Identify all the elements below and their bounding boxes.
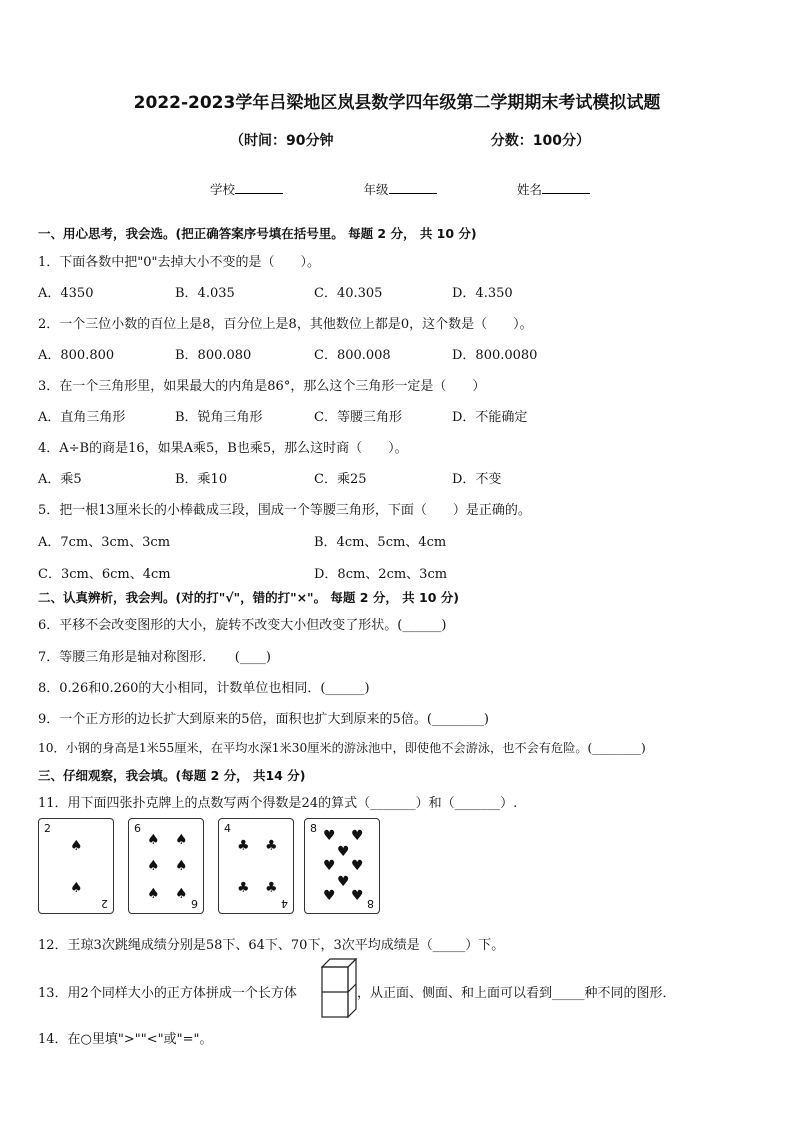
- option-a[interactable]: A．800.800: [38, 348, 115, 363]
- grade-field[interactable]: 年级: [363, 180, 436, 198]
- option-b[interactable]: B．800.080: [175, 348, 252, 363]
- option-b[interactable]: B．4cm、5cm、4cm: [314, 535, 447, 550]
- question-13-part-2: ，从正面、侧面、和上面可以看到_____种不同的图形．: [357, 986, 676, 1001]
- option-b[interactable]: B．乘10: [175, 472, 228, 487]
- option-d[interactable]: D．不变: [452, 472, 502, 487]
- section-3-heading: 三、仔细观察，我会填。(每题 2 分， 共14 分): [38, 768, 306, 783]
- question-1: 1．下面各数中把"0"去掉大小不变的是（ ）。: [38, 255, 321, 270]
- time-label: （时间：90分钟: [230, 133, 334, 149]
- playing-card-6-spades: 6 ♠ ♠ ♠ ♠ ♠ ♠ 6: [128, 818, 204, 914]
- cuboid-figure-icon: [321, 958, 357, 1018]
- option-d[interactable]: D．8cm、2cm、3cm: [314, 567, 448, 582]
- school-field[interactable]: 学校: [210, 180, 283, 198]
- option-c[interactable]: C．800.008: [314, 348, 391, 363]
- option-d[interactable]: D．4.350: [452, 286, 513, 301]
- option-c[interactable]: C．3cm、6cm、4cm: [38, 567, 171, 582]
- score-label: 分数：100分）: [490, 133, 590, 149]
- option-a[interactable]: A．7cm、3cm、3cm: [38, 535, 171, 550]
- question-7: 7．等腰三角形是轴对称图形． (____): [38, 650, 271, 665]
- playing-card-2-spades: 2 ♠ ♠ 2: [38, 818, 114, 914]
- question-3: 3．在一个三角形里，如果最大的内角是86°，那么这个三角形一定是（ ）: [38, 379, 486, 394]
- option-b[interactable]: B．4.035: [175, 286, 235, 301]
- option-a[interactable]: A．直角三角形: [38, 410, 126, 425]
- option-d[interactable]: D．800.0080: [452, 348, 538, 363]
- exam-info: [230, 130, 590, 150]
- page-title: 2022-2023学年吕梁地区岚县数学四年级第二学期期末考试模拟试题: [133, 93, 661, 113]
- option-d[interactable]: D．不能确定: [452, 410, 528, 425]
- option-c[interactable]: C．乘25: [314, 472, 367, 487]
- question-11: 11．用下面四张扑克牌上的点数写两个得数是24的算式（_______）和（_______）.: [38, 796, 518, 811]
- playing-card-8-hearts: 8 ♥ ♥ ♥ ♥ ♥ ♥ ♥ ♥ 8: [304, 818, 380, 914]
- question-5: 5．把一根13厘米长的小棒截成三段，围成一个等腰三角形，下面（ ）是正确的。: [38, 503, 531, 518]
- question-9: 9．一个正方形的边长扩大到原来的5倍，面积也扩大到原来的5倍。(________): [38, 712, 489, 727]
- section-2-heading: 二、认真辨析，我会判。(对的打"√"，错的打"×"。 每题 2 分， 共 10 分): [38, 590, 459, 605]
- option-c[interactable]: C．等腰三角形: [314, 410, 402, 425]
- option-a[interactable]: A．4350: [38, 286, 94, 301]
- student-fields: [210, 180, 590, 198]
- question-14: 14．在○里填">""<"或"="。: [38, 1032, 213, 1047]
- section-1-heading: 一、用心思考，我会选。(把正确答案序号填在括号里。 每题 2 分， 共 10 分): [38, 226, 477, 241]
- question-4: 4．A÷B的商是16，如果A乘5，B也乘5，那么这时商（ ）。: [38, 441, 408, 456]
- question-10: 10．小钢的身高是1米55厘米，在平均水深1米30厘米的游泳池中，即使他不会游泳，也不会有危险。(________): [38, 741, 646, 755]
- question-12: 12．王琼3次跳绳成绩分别是58下、64下、70下，3次平均成绩是（_____）下。: [38, 938, 505, 953]
- question-2: 2．一个三位小数的百位上是8，百分位上是8，其他数位上都是0，这个数是（ ）。: [38, 317, 533, 332]
- option-c[interactable]: C．40.305: [314, 286, 383, 301]
- playing-card-4-clubs: 4 ♣ ♣ ♣ ♣ 4: [218, 818, 294, 914]
- name-field[interactable]: 姓名: [517, 180, 590, 198]
- option-a[interactable]: A．乘5: [38, 472, 82, 487]
- question-13-part-1: 13．用2个同样大小的正方体拼成一个长方体: [38, 986, 297, 1001]
- question-8: 8．0.26和0.260的大小相同，计数单位也相同．(______): [38, 681, 370, 696]
- question-6: 6．平移不会改变图形的大小，旋转不改变大小但改变了形状。(______): [38, 618, 447, 633]
- option-b[interactable]: B．锐角三角形: [175, 410, 263, 425]
